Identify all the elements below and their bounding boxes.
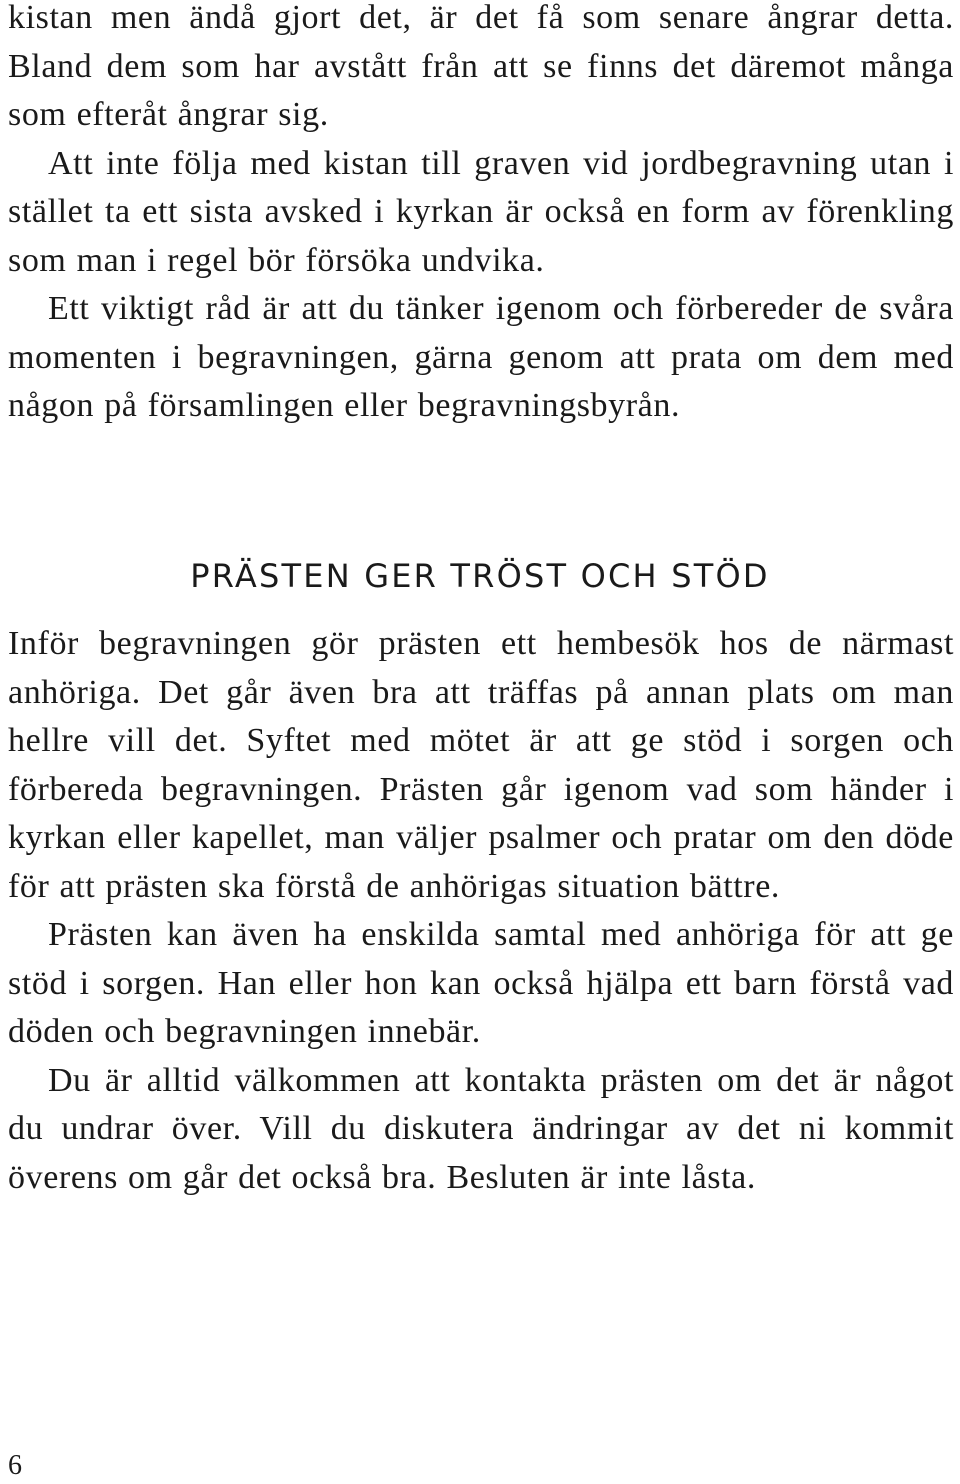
text-block-priest — [8, 620, 954, 1202]
paragraph: Att inte följa med kistan till graven vid jordbegravning utan i stället ta ett sista avsked i kyrkan är också en form av förenkling som man i regel bör försöka undvika. — [8, 144, 954, 279]
paragraph: kistan men ändå gjort det, är det få som senare ångrar detta. Bland dem som har avstått från att se finns det däremot många som efteråt ångrar sig. — [8, 0, 954, 133]
text-block-intro — [8, 0, 954, 431]
paragraph: Du är alltid välkommen att kontakta prästen om det är något du undrar över. Vill du diskutera ändringar av det ni kommit överens om går det också bra. Besluten är inte låsta. — [8, 1061, 954, 1196]
paragraph: Inför begravningen gör prästen ett hembesök hos de närmast anhöriga. Det går även bra att träffas på annan plats om man hellre vill det. Syftet med mötet är att ge stöd i sorgen och förbereda begravningen. Prästen går igenom vad som händer i kyrkan eller kapellet, man väljer psalmer och pratar om den döde för att prästen ska förstå de anhörigas situation bättre. — [8, 625, 954, 905]
paragraph: Prästen kan även ha enskilda samtal med anhöriga för att ge stöd i sorgen. Han eller hon kan också hjälpa ett barn förstå vad döden och begravningen innebär. — [8, 916, 954, 1050]
page-number: 6 — [8, 1450, 22, 1481]
paragraph: Ett viktigt råd är att du tänker igenom och förbereder de svåra momenten i begravningen, gärna genom att prata om dem med någon på församlingen eller begravningsbyrån. — [8, 290, 954, 424]
section-heading: PRÄSTEN GER TRÖST OCH STÖD — [190, 557, 770, 595]
